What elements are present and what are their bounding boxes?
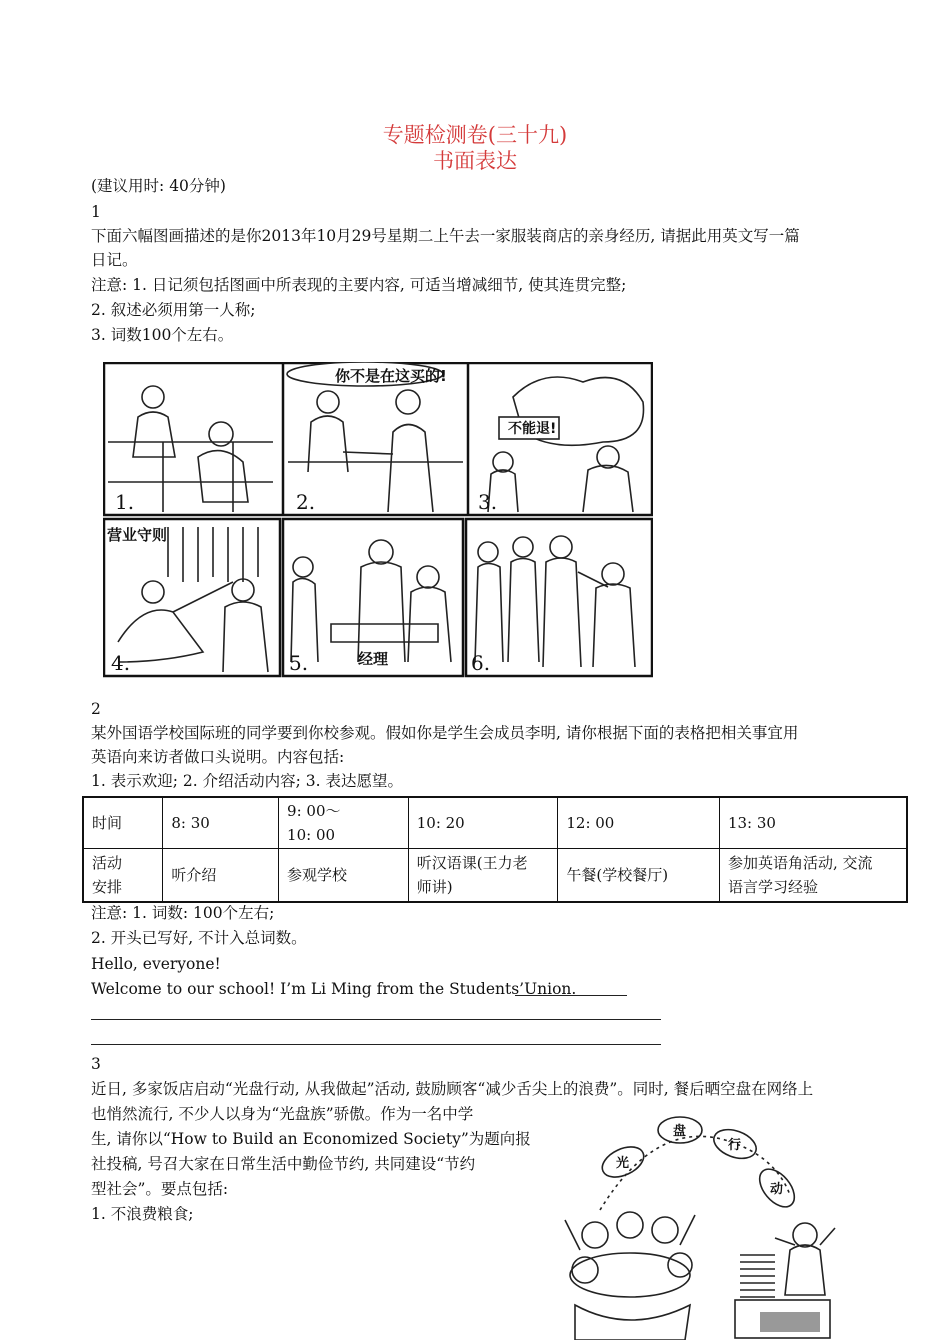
panel-number: 4. bbox=[111, 651, 131, 675]
table-cell: 时间 bbox=[83, 797, 163, 849]
table-cell: 10: 20 bbox=[408, 797, 558, 849]
cartoon-char: 行 bbox=[728, 1138, 742, 1153]
page-title: 专题检测卷(三十九) bbox=[382, 123, 568, 147]
q3-line: 生, 请你以“How to Build an Economized Society”为题向报 bbox=[91, 1130, 531, 1148]
cartoon-char: 盘 bbox=[673, 1124, 687, 1139]
cartoon-char: 光 bbox=[616, 1156, 630, 1171]
q1-line: 下面六幅图画描述的是你2013年10月29号星期二上午去一家服装商店的亲身经历, 请据此用英文写一篇 bbox=[91, 227, 800, 245]
q2-line: 某外国语学校国际班的同学要到你校参观。假如你是学生会成员李明, 请你根据下面的表格把相关事宜用 bbox=[91, 724, 799, 742]
label-text: 经理 bbox=[358, 650, 389, 668]
table-cell: 听汉语课(王力老 师讲) bbox=[408, 849, 558, 903]
opening-line: Hello, everyone! bbox=[91, 955, 221, 973]
answer-line[interactable] bbox=[91, 1044, 661, 1045]
q3-line: 型社会”。要点包括: bbox=[91, 1180, 229, 1198]
table-cell: 13: 30 bbox=[719, 797, 907, 849]
q1-note: 2. 叙述必须用第一人称; bbox=[91, 301, 256, 319]
panel-number: 2. bbox=[296, 490, 316, 514]
answer-blank[interactable] bbox=[515, 995, 627, 996]
table-cell: 9: 00～ 10: 00 bbox=[279, 797, 409, 849]
panel-number: 1. bbox=[115, 490, 135, 514]
q3-line: 1. 不浪费粮食; bbox=[91, 1205, 194, 1223]
q1-number: 1 bbox=[91, 203, 101, 221]
clean-plate-cartoon bbox=[545, 1100, 845, 1340]
panel-number: 3. bbox=[478, 490, 498, 514]
q2-line: 1. 表示欢迎; 2. 介绍活动内容; 3. 表达愿望。 bbox=[91, 772, 403, 790]
q3-line: 近日, 多家饭店启动“光盘行动, 从我做起”活动, 鼓励顾客“减少舌尖上的浪费”。同时, 餐后晒空盘在网络上 bbox=[91, 1080, 814, 1098]
table-cell: 8: 30 bbox=[163, 797, 279, 849]
q1-note: 注意: 1. 日记须包括图画中所表现的主要内容, 可适当增减细节, 使其连贯完整; bbox=[91, 276, 627, 294]
speech-bubble-text: 你不是在这买的! bbox=[335, 367, 447, 385]
speech-bubble-text: 不能退! bbox=[508, 421, 557, 437]
sign-text: 营业守则 bbox=[107, 526, 168, 544]
table-cell: 参观学校 bbox=[279, 849, 409, 903]
time-note: (建议用时: 40分钟) bbox=[91, 177, 226, 195]
q2-note: 注意: 1. 词数: 100个左右; bbox=[91, 904, 275, 922]
schedule-table bbox=[82, 796, 908, 903]
q2-number: 2 bbox=[91, 700, 101, 718]
q2-line: 英语向来访者做口头说明。内容包括: bbox=[91, 748, 345, 766]
cartoon-char: 动 bbox=[770, 1182, 784, 1197]
table-row bbox=[83, 797, 907, 849]
page-subtitle: 书面表达 bbox=[433, 149, 517, 173]
answer-line[interactable] bbox=[91, 1019, 661, 1020]
table-row bbox=[83, 849, 907, 903]
opening-line: Welcome to our school! I’m Li Ming from the Students’Union. bbox=[91, 980, 577, 998]
q3-line: 社投稿, 号召大家在日常生活中勤俭节约, 共同建设“节约 bbox=[91, 1155, 476, 1173]
panel-number: 6. bbox=[471, 651, 491, 675]
q1-line: 日记。 bbox=[91, 251, 138, 269]
q3-number: 3 bbox=[91, 1055, 101, 1073]
q3-line: 也悄然流行, 不少人以身为“光盘族”骄傲。作为一名中学 bbox=[91, 1105, 474, 1123]
table-cell: 活动 安排 bbox=[83, 849, 163, 903]
table-cell: 参加英语角活动, 交流 语言学习经验 bbox=[719, 849, 907, 903]
table-cell: 听介绍 bbox=[163, 849, 279, 903]
table-cell: 12: 00 bbox=[558, 797, 720, 849]
table-cell: 午餐(学校餐厅) bbox=[558, 849, 720, 903]
q1-note: 3. 词数100个左右。 bbox=[91, 326, 234, 344]
comic-strip bbox=[103, 362, 653, 678]
panel-number: 5. bbox=[289, 651, 309, 675]
q2-note: 2. 开头已写好, 不计入总词数。 bbox=[91, 929, 307, 947]
